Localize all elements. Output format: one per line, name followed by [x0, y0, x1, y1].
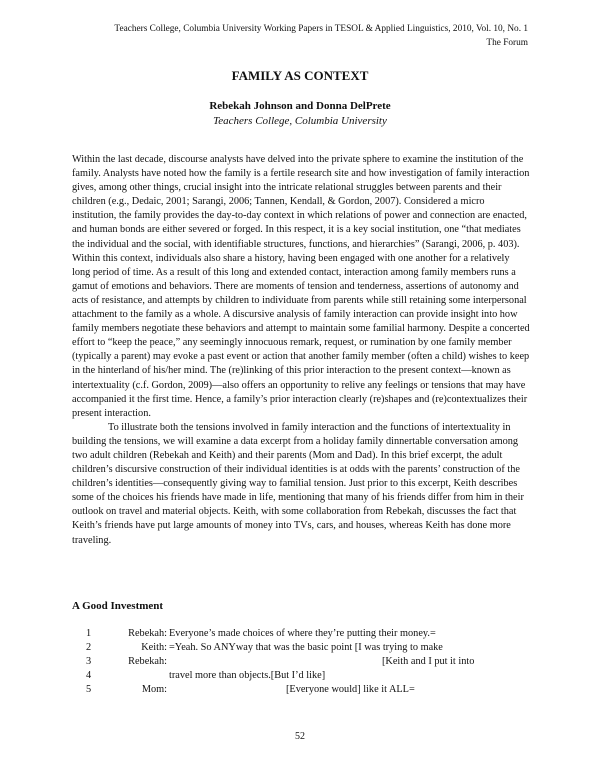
transcript-line — [72, 627, 532, 641]
transcript-line — [72, 655, 532, 669]
section-label: The Forum — [486, 38, 528, 48]
line-number: 3 — [86, 656, 92, 667]
author-names: Rebekah Johnson and Donna DelPrete — [209, 100, 391, 112]
transcript-line — [72, 641, 532, 655]
line-number: 4 — [86, 670, 92, 681]
body-paragraph-1: Within the last decade, discourse analysts have delved into the private sphere to examine the institution of the family. Analysts have noted how the family is a fertile research site and how investigation of family interaction gives, among other things, crucial insight into the intricate relational struggles between parents and their children (e.g., Dedaic, 2001; Sarangi, 2006; Tannen, Kendall, & Gordon, 2007). Considered a micro institution, the family provides the day-to-day context in which relations of power and connection are enacted, and human bonds are either severed or forged. In this respect, it is a key social institution, one “that mediates the individual and the social, with identifiable structures, functions, and hierarchies” (Sarangi, 2006, p. 403). Within this context, individuals also share a history, having been engaged with one another for a relatively long period of time. As a result of this long and extended contact, interaction among family members runs a gamut of emotions and behaviors. There are moments of tension and tenderness, assertions of autonomy and acts of resistance, and attempts by children to individuate from parents while still retaining some interpersonal attachment to the family as a whole. A discursive analysis of family interaction can provide insight into how family members negotiate these behaviors and attempt to maintain some familial harmony. Despite a concerted effort to “keep the peace,” any seemingly innocuous remark, request, or rumination by one family member (typically a parent) may evoke a past event or action that another family member (often a child) wishes to keep in the hinterland of his/her mind. The (re)linking of this prior interaction to the present context—known as intertextuality (c.f. Gordon, 2009)—also offers an opportunity to relive any feelings or tensions that may have accompanied it the first time. Hence, a family’s prior interaction clearly (re)shapes and (re)contextualizes their present interaction. — [72, 154, 530, 419]
transcript-excerpt — [72, 627, 532, 697]
page-number: 52 — [295, 731, 305, 742]
utterance: [Keith and I put it into — [382, 656, 475, 667]
speaker-label: Mom: — [141, 684, 167, 695]
line-number: 5 — [86, 684, 92, 695]
body-paragraph-2: To illustrate both the tensions involved in family interaction and the functions of intertextuality in building the tensions, we will examine a data excerpt from a holiday family dinnertable conversation among two adult children (Rebekah and Keith) and their parents (Mom and Dad). In this brief excerpt, the adult children’s discursive construction of their individual identities is at odds with the parents’ construction of the children’s identities—consequently giving way to familial tension. Just prior to this excerpt, Keith describes some of the choices his friends have made in life, mentioning that many of his friends differ from him in their outlook on travel and material objects. Keith, with some collaboration from Rebekah, discusses the fact that Keith’s friends have put large amounts of money into TVs, cars, and houses, whereas Keith has done more traveling. — [72, 421, 524, 546]
section-heading: A Good Investment — [72, 600, 164, 612]
line-number: 1 — [86, 628, 92, 639]
transcript-line — [72, 683, 532, 697]
paper-title: FAMILY AS CONTEXT — [231, 68, 369, 83]
utterance: [Everyone would] like it ALL= — [286, 684, 415, 695]
speaker-label: Rebekah: — [128, 628, 167, 639]
utterance: travel more than objects.[But I’d like] — [169, 670, 326, 681]
speaker-label: Keith: — [141, 642, 167, 653]
author-affiliation: Teachers College, Columbia University — [213, 115, 387, 127]
speaker-label: Rebekah: — [128, 656, 167, 667]
running-header — [114, 22, 528, 50]
journal-citation: Teachers College, Columbia University Working Papers in TESOL & Applied Linguistics, 2010, Vol. 10, No. 1 — [114, 24, 528, 34]
utterance: =Yeah. So ANYway that was the basic point [I was trying to make — [169, 642, 443, 653]
line-number: 2 — [86, 642, 92, 653]
body-text — [72, 153, 530, 548]
transcript-line — [72, 669, 532, 683]
utterance: Everyone’s made choices of where they’re putting their money.= — [169, 628, 436, 639]
